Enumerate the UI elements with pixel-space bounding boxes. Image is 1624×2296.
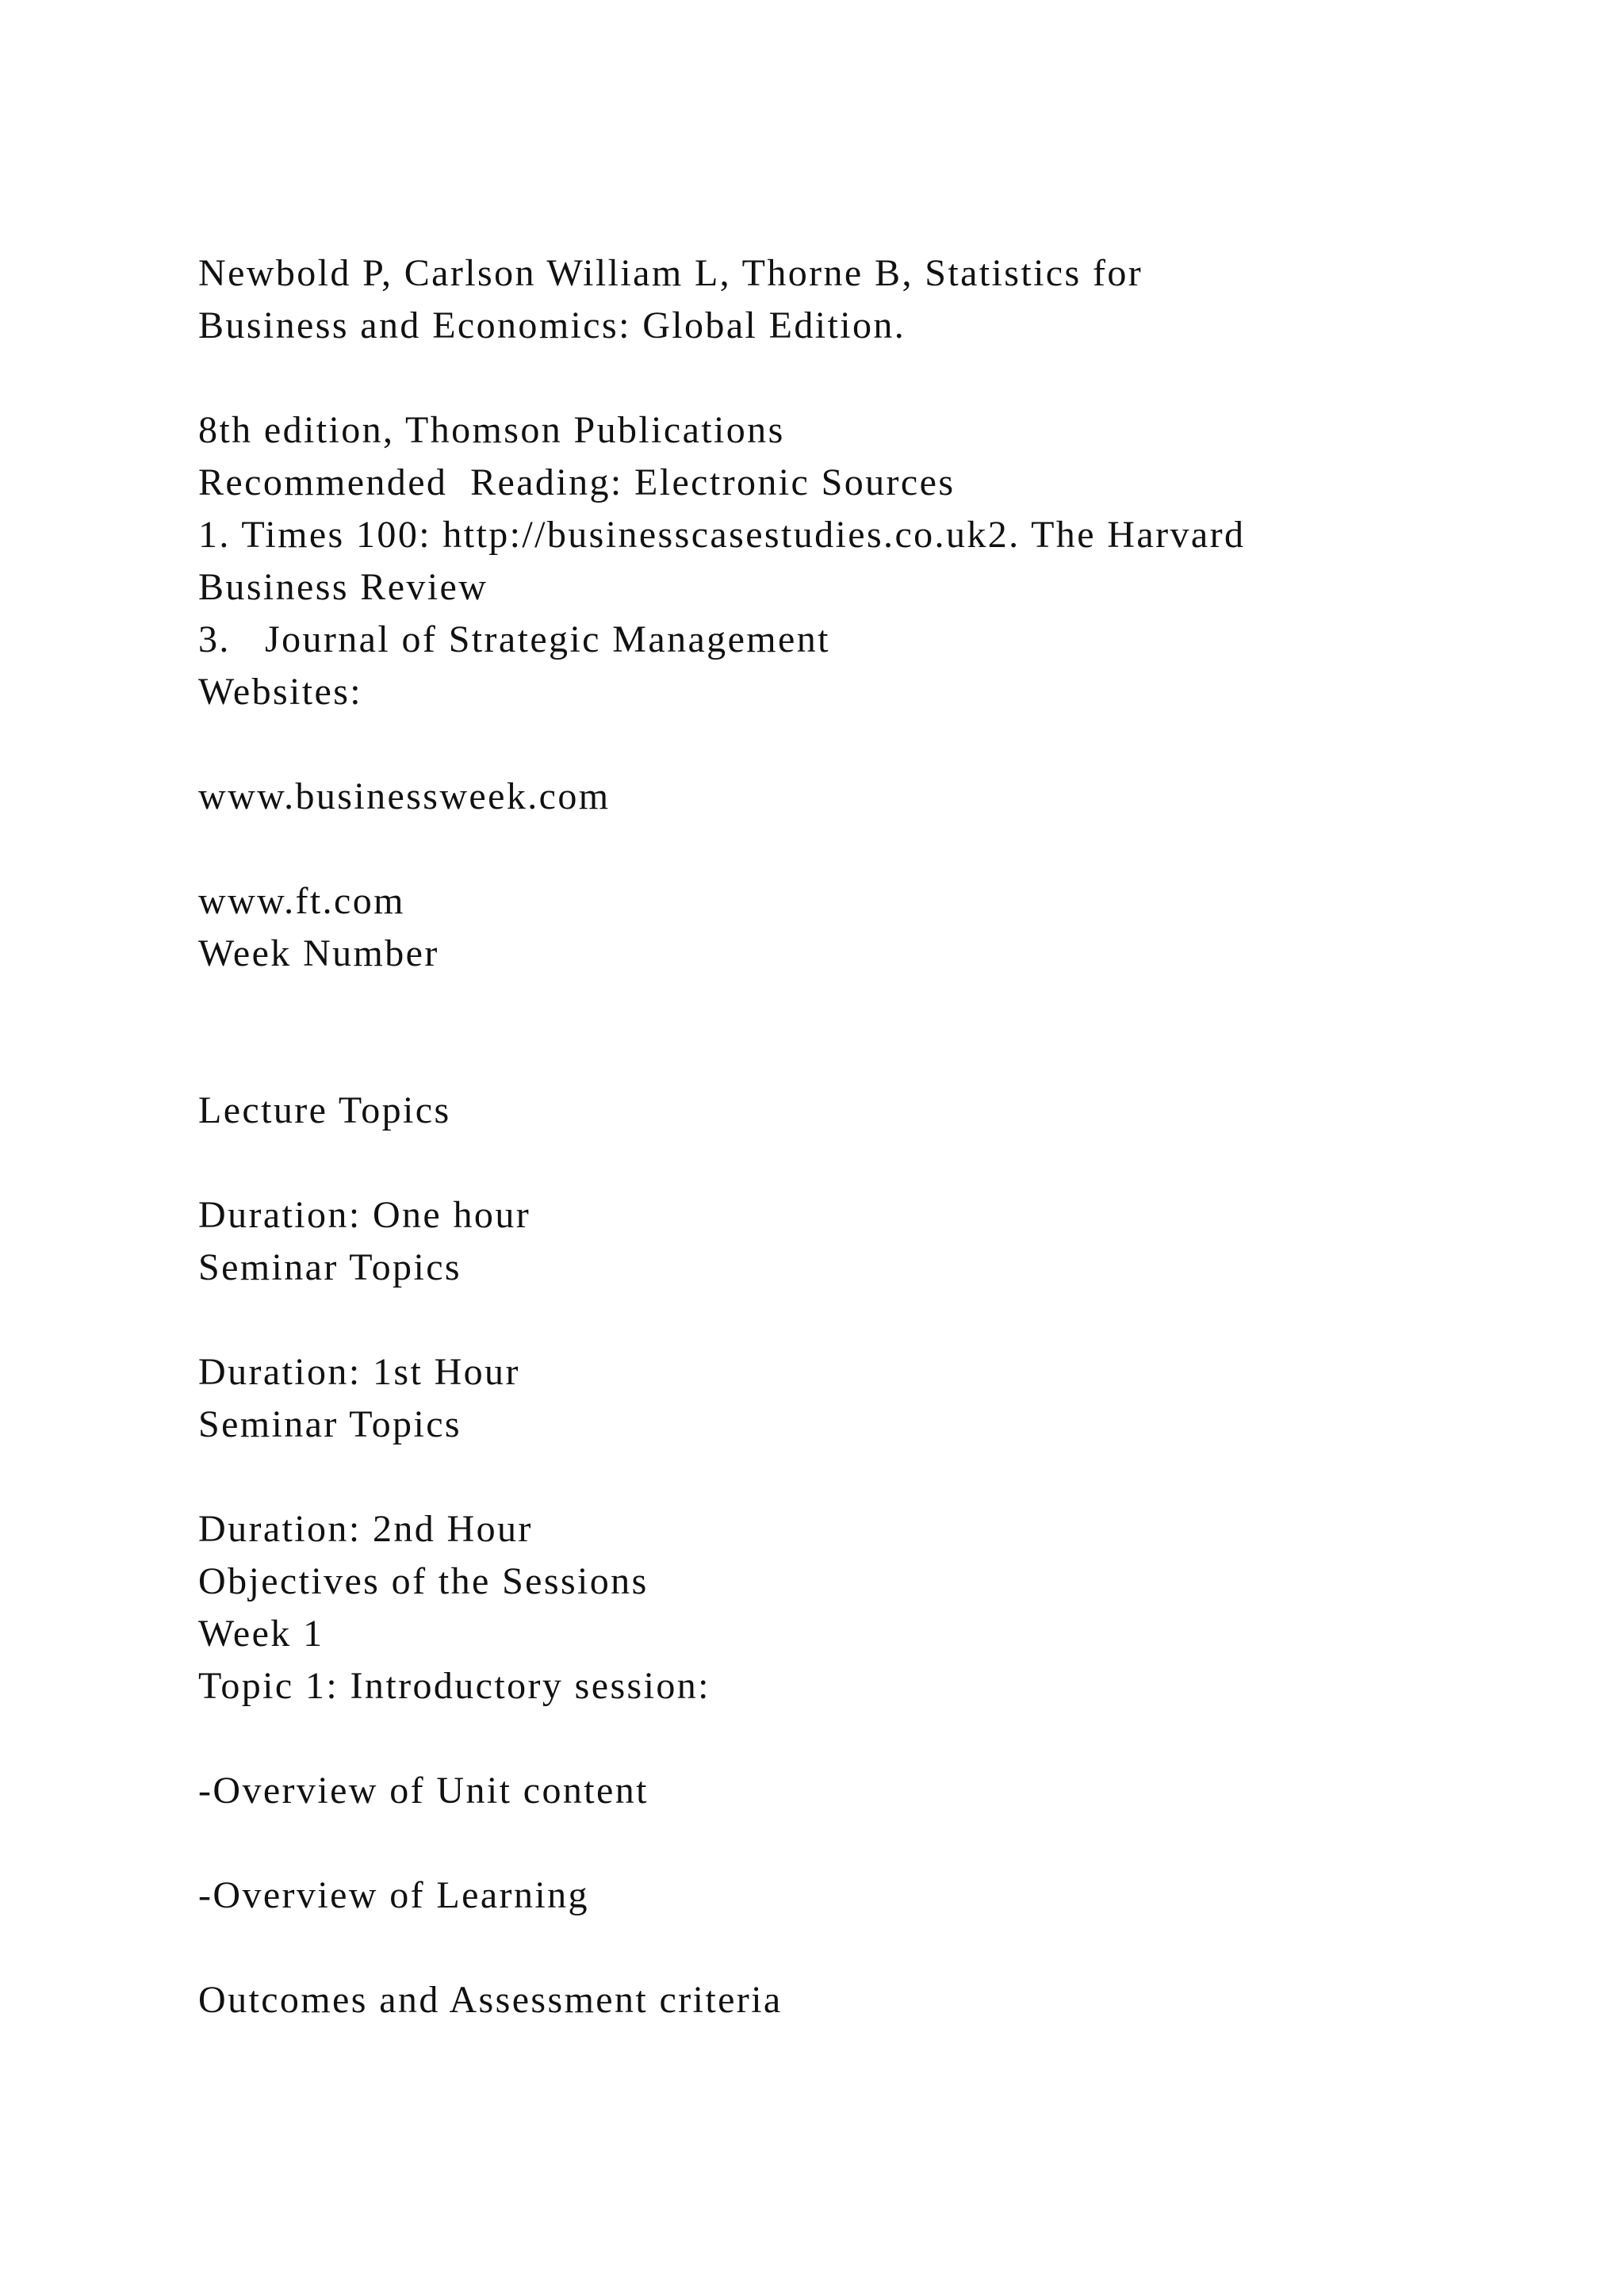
website-link-ft[interactable]: www.ft.com [198,880,405,922]
citation-line-1: Newbold P, Carlson William L, Thorne B, Statistics for [198,252,1143,294]
electronic-source-item-3: 3. Journal of Strategic Management [198,618,830,660]
citation-line-2: Business and Economics: Global Edition. [198,304,906,346]
spacer [198,823,1546,875]
spacer [198,352,1546,404]
citation-edition: 8th edition, Thomson Publications [198,409,785,451]
website-link-businessweek[interactable]: www.businessweek.com [198,775,611,817]
spacer [198,1712,1546,1765]
seminar-duration-1: Duration: 1st Hour [198,1351,520,1393]
week-1-label: Week 1 [198,1613,324,1655]
electronic-source-item-1-cont: Business Review [198,566,488,608]
spacer [198,1137,1546,1189]
objectives-header: Objectives of the Sessions [198,1560,649,1602]
document-body [198,247,1546,2026]
seminar-topics-header-2: Seminar Topics [198,1403,462,1445]
spacer [198,1817,1546,1869]
seminar-topics-header-1: Seminar Topics [198,1246,462,1288]
spacer [198,718,1546,771]
spacer [198,1922,1546,1974]
lecture-duration: Duration: One hour [198,1194,531,1236]
spacer [198,1032,1546,1085]
spacer [198,980,1546,1032]
week-1-bullet-unit-content: -Overview of Unit content [198,1770,649,1812]
week-1-bullet-outcomes: Outcomes and Assessment criteria [198,1979,783,2021]
spacer [198,1451,1546,1503]
websites-heading: Websites: [198,671,363,713]
week-number-header: Week Number [198,932,439,974]
week-1-topic: Topic 1: Introductory session: [198,1665,710,1707]
seminar-duration-2: Duration: 2nd Hour [198,1508,533,1550]
spacer [198,1294,1546,1346]
lecture-topics-header: Lecture Topics [198,1089,451,1131]
electronic-source-item-1: 1. Times 100: http://businesscasestudies.co.uk2. The Harvard [198,514,1246,556]
week-1-bullet-learning: -Overview of Learning [198,1874,589,1916]
electronic-sources-heading: Recommended Reading: Electronic Sources [198,461,956,503]
